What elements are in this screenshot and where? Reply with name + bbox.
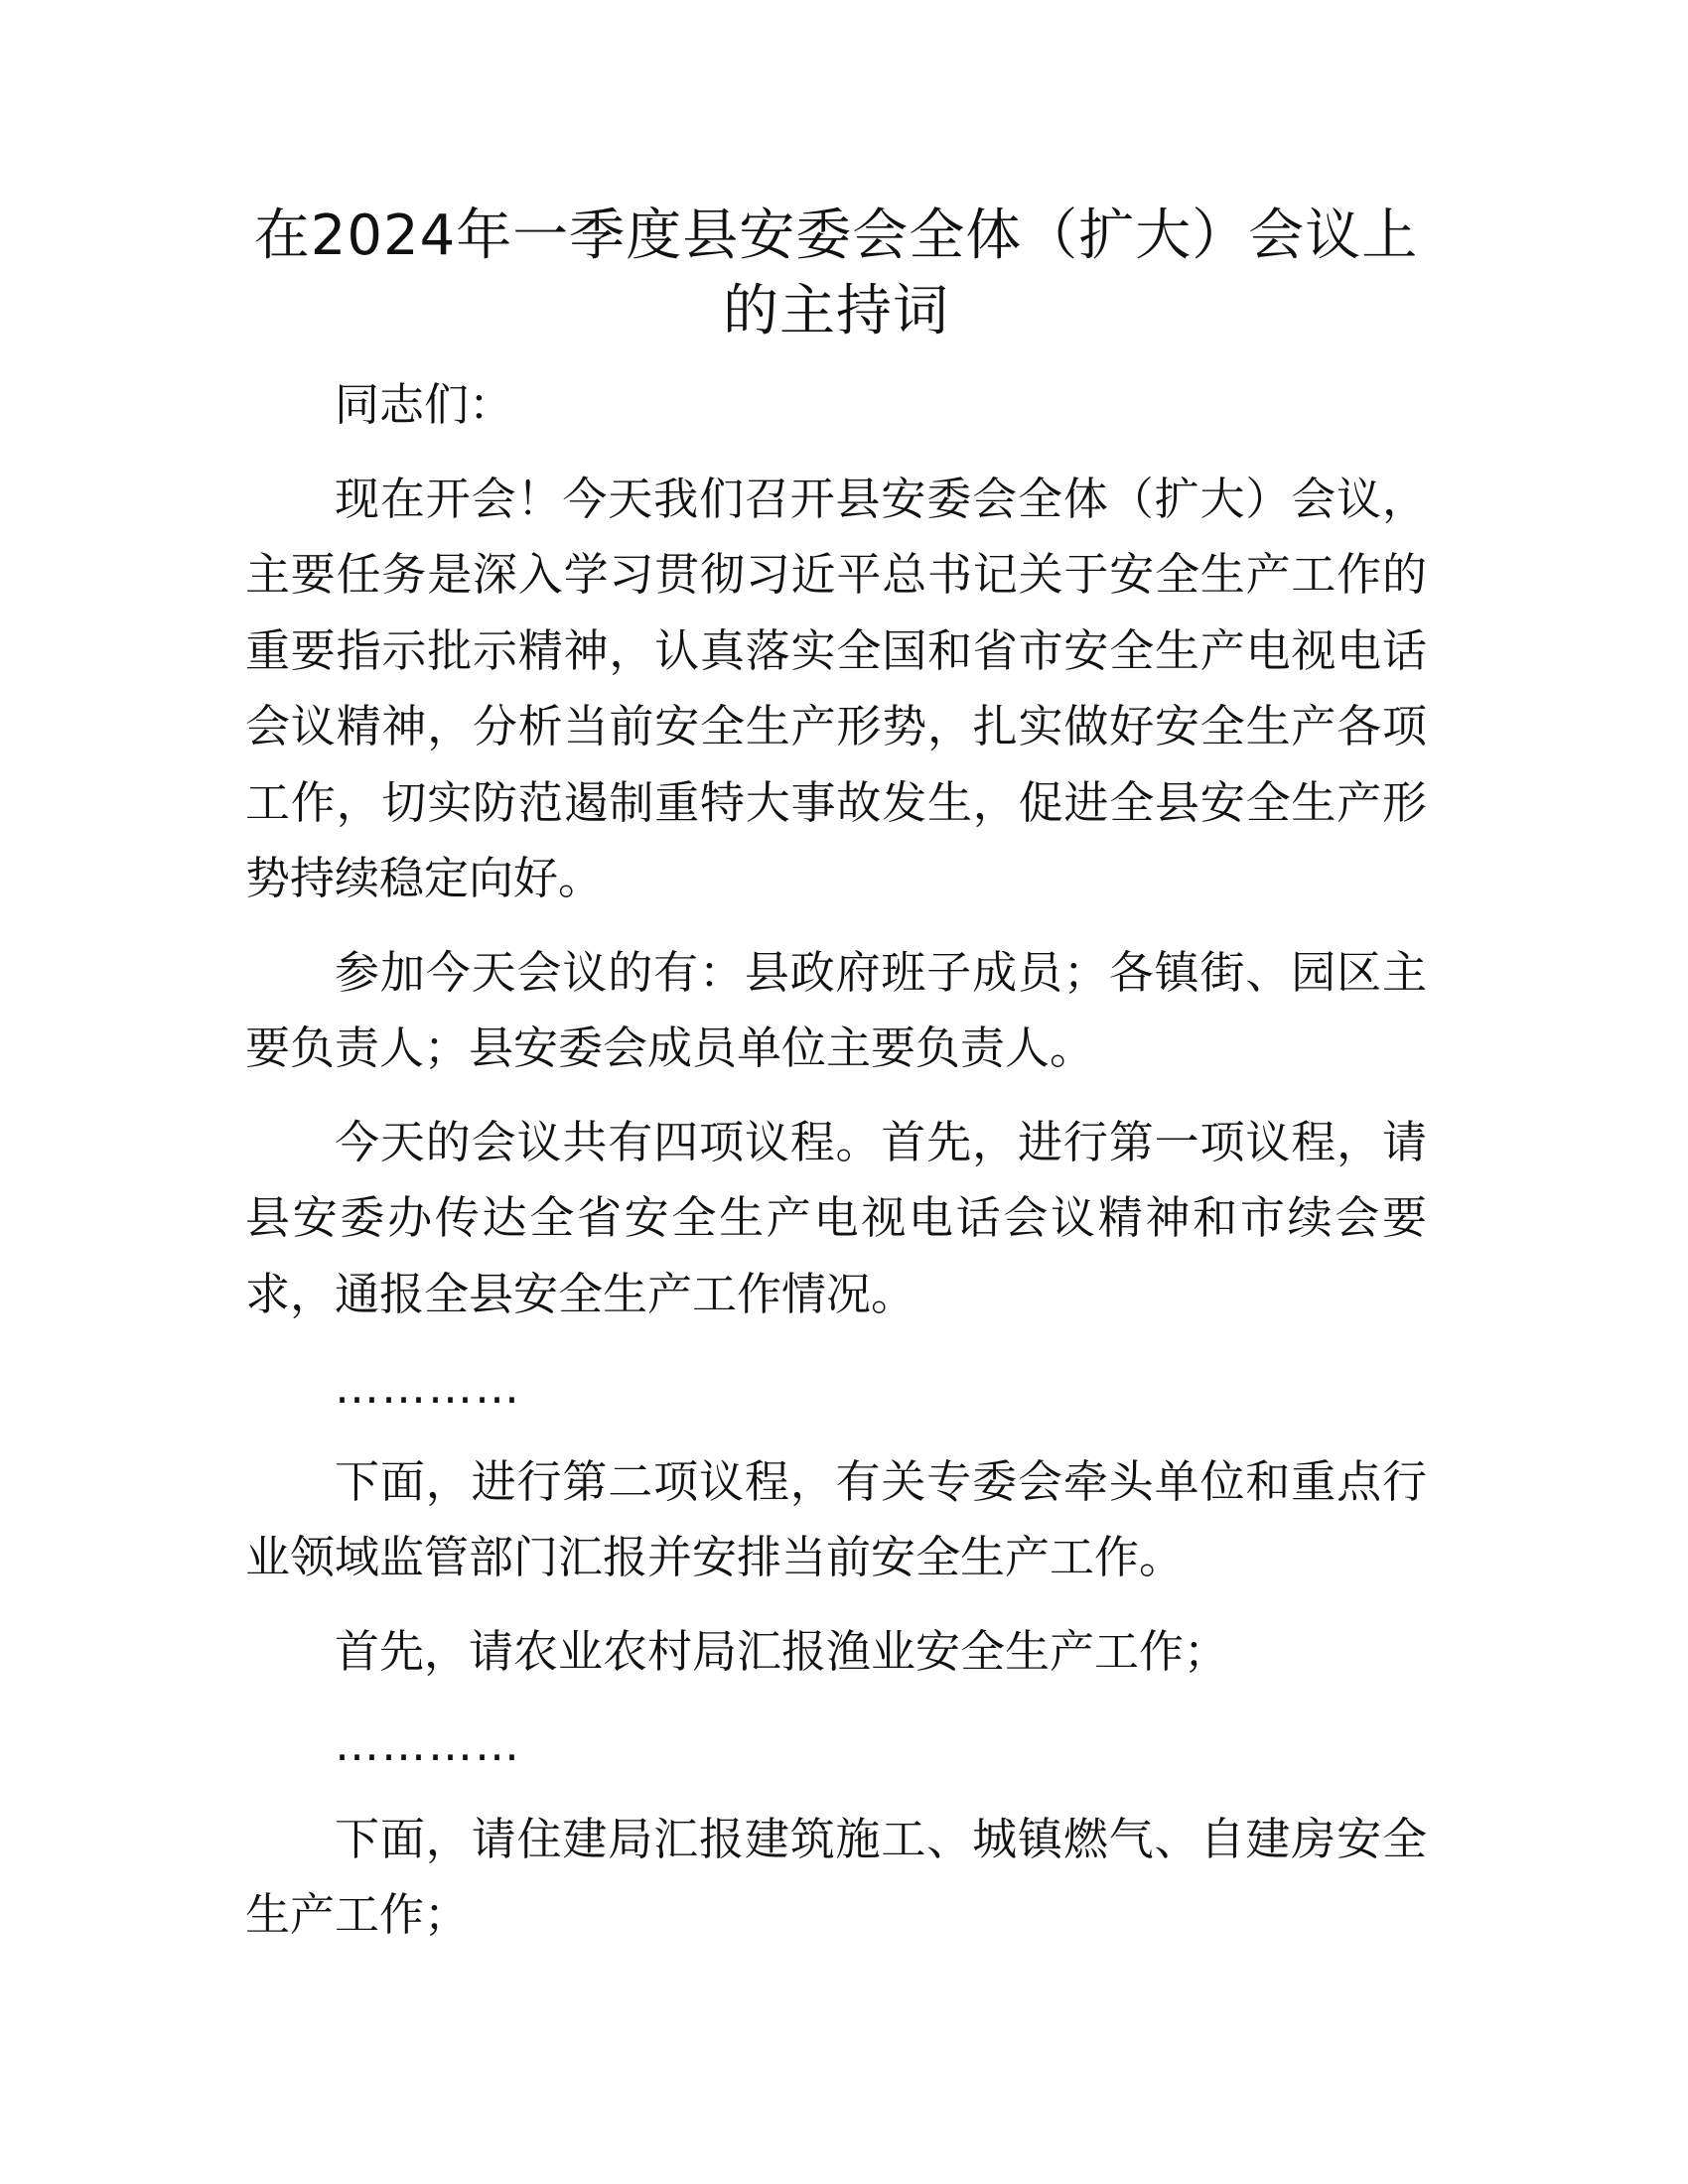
paragraph-attendees: 参加今天会议的有：县政府班子成员；各镇街、园区主要负责人；县安委会成员单位主要负责人。 [245,945,1427,1074]
ellipsis: ………… [335,1718,521,1771]
paragraph-opening: 现在开会！今天我们召开县安委会全体（扩大）会议，主要任务是深入学习贯彻习近平总书记关于安全生产工作的重要指示批示精神，认真落实全国和省市安全生产电视电话会议精神，分析当前安全生产形势，扎实做好安全生产各项工作，切实防范遏制重特大事故发生，促进全县安全生产形势持续稳定向好。 [245,472,1427,904]
paragraph-housing: 下面，请住建局汇报建筑施工、城镇燃气、自建房安全生产工作； [245,1812,1427,1941]
document-title: 在2024年一季度县安委会全体（扩大）会议上的主持词 [253,204,1419,343]
document-page [245,199,1427,1972]
paragraph-agenda-2: 下面，进行第二项议程，有关专委会牵头单位和重点行业领域监管部门汇报并安排当前安全生产工作。 [245,1454,1427,1583]
salutation: 同志们： [335,378,514,431]
ellipsis: ………… [335,1361,521,1414]
paragraph-agenda-1: 今天的会议共有四项议程。首先，进行第一项议程，请县安委办传达全省安全生产电视电话会议精神和市续会要求，通报全县安全生产工作情况。 [245,1115,1427,1320]
paragraph-agriculture: 首先，请农业农村局汇报渔业安全生产工作； [335,1624,1229,1678]
